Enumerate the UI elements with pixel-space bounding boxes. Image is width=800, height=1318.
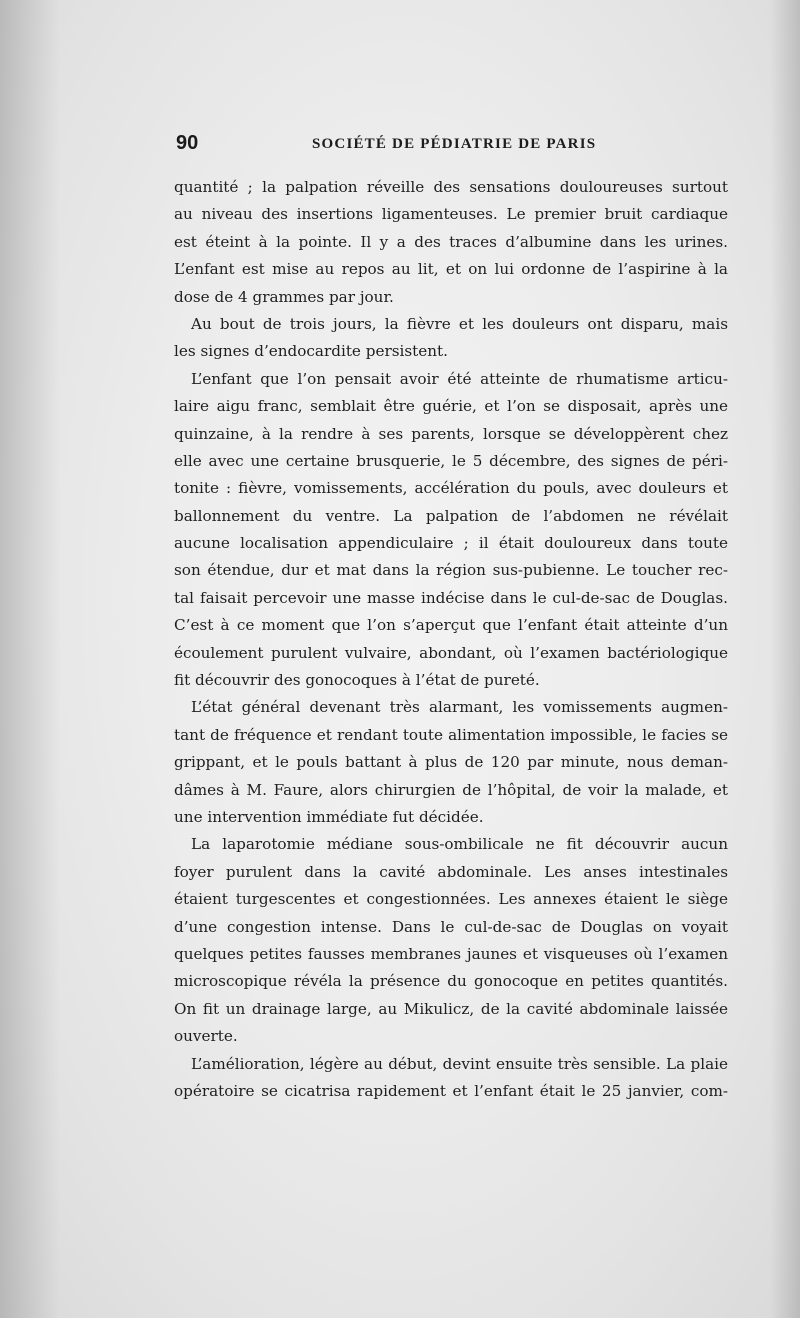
text-line: est éteint à la pointe. Il y a des traces d’albumine dans les urines. bbox=[174, 232, 728, 251]
text-line: On fit un drainage large, au Mikulicz, de la cavité abdominale laissée bbox=[174, 999, 728, 1018]
text-line: opératoire se cicatrisa rapidement et l’enfant était le 25 janvier, com- bbox=[174, 1081, 728, 1100]
text-line: dâmes à M. Faure, alors chirurgien de l’hôpital, de voir la malade, et bbox=[174, 780, 728, 799]
page-number: 90 bbox=[176, 132, 199, 154]
text-line: L’enfant est mise au repos au lit, et on lui ordonne de l’aspirine à la bbox=[174, 260, 728, 279]
running-title: SOCIÉTÉ DE PÉDIATRIE DE PARIS bbox=[312, 136, 597, 152]
text-line: elle avec une certaine brusquerie, le 5 décembre, des signes de péri- bbox=[174, 451, 728, 470]
text-line: L’état général devenant très alarmant, les vomissements augmen- bbox=[191, 698, 728, 717]
text-line: ballonnement du ventre. La palpation de l’abdomen ne révélait bbox=[174, 506, 728, 525]
text-line: quelques petites fausses membranes jaunes et visqueuses où l’examen bbox=[174, 944, 728, 963]
text-line: tal faisait percevoir une masse indécise dans le cul-de-sac de Douglas. bbox=[174, 588, 728, 607]
text-line: une intervention immédiate fut décidée. bbox=[174, 807, 484, 826]
text-line: les signes d’endocardite persistent. bbox=[174, 342, 448, 361]
text-line: écoulement purulent vulvaire, abondant, où l’examen bactériologique bbox=[174, 643, 728, 662]
text-line: tant de fréquence et rendant toute alimentation impossible, le facies se bbox=[174, 725, 728, 744]
text-line: quinzaine, à la rendre à ses parents, lorsque se développèrent chez bbox=[174, 424, 728, 443]
text-line: Au bout de trois jours, la fièvre et les douleurs ont disparu, mais bbox=[191, 314, 728, 333]
page-shadow-left bbox=[0, 0, 60, 1318]
text-line: d’une congestion intense. Dans le cul-de-sac de Douglas on voyait bbox=[174, 917, 728, 936]
text-line: foyer purulent dans la cavité abdominale. Les anses intestinales bbox=[174, 862, 728, 881]
page-shadow-right bbox=[770, 0, 800, 1318]
body-text bbox=[174, 174, 728, 1105]
text-line: La laparotomie médiane sous-ombilicale ne fit découvrir aucun bbox=[191, 835, 728, 854]
text-line: fit découvrir des gonocoques à l’état de pureté. bbox=[174, 671, 540, 690]
text-line: L’enfant que l’on pensait avoir été atteinte de rhumatisme articu- bbox=[191, 369, 728, 388]
text-line: étaient turgescentes et congestionnées. Les annexes étaient le siège bbox=[174, 890, 728, 909]
text-line: son étendue, dur et mat dans la région sus-pubienne. Le toucher rec- bbox=[174, 561, 728, 580]
text-line: microscopique révéla la présence du gonocoque en petites quantités. bbox=[174, 972, 728, 991]
text-line: aucune localisation appendiculaire ; il était douloureux dans toute bbox=[174, 534, 728, 553]
text-line: tonite : fièvre, vomissements, accélération du pouls, avec douleurs et bbox=[174, 479, 728, 498]
text-line: dose de 4 grammes par jour. bbox=[174, 287, 394, 306]
text-line: quantité ; la palpation réveille des sensations douloureuses surtout bbox=[174, 178, 728, 196]
text-line: laire aigu franc, semblait être guérie, et l’on se disposait, après une bbox=[174, 397, 728, 416]
text-line: au niveau des insertions ligamenteuses. Le premier bruit cardiaque bbox=[174, 205, 728, 224]
text-line: grippant, et le pouls battant à plus de 120 par minute, nous deman- bbox=[174, 753, 728, 772]
text-line: ouverte. bbox=[174, 1027, 238, 1046]
text-line: C’est à ce moment que l’on s’aperçut que l’enfant était atteinte d’un bbox=[174, 616, 728, 635]
text-line: L’amélioration, légère au début, devint ensuite très sensible. La plaie bbox=[191, 1054, 728, 1073]
